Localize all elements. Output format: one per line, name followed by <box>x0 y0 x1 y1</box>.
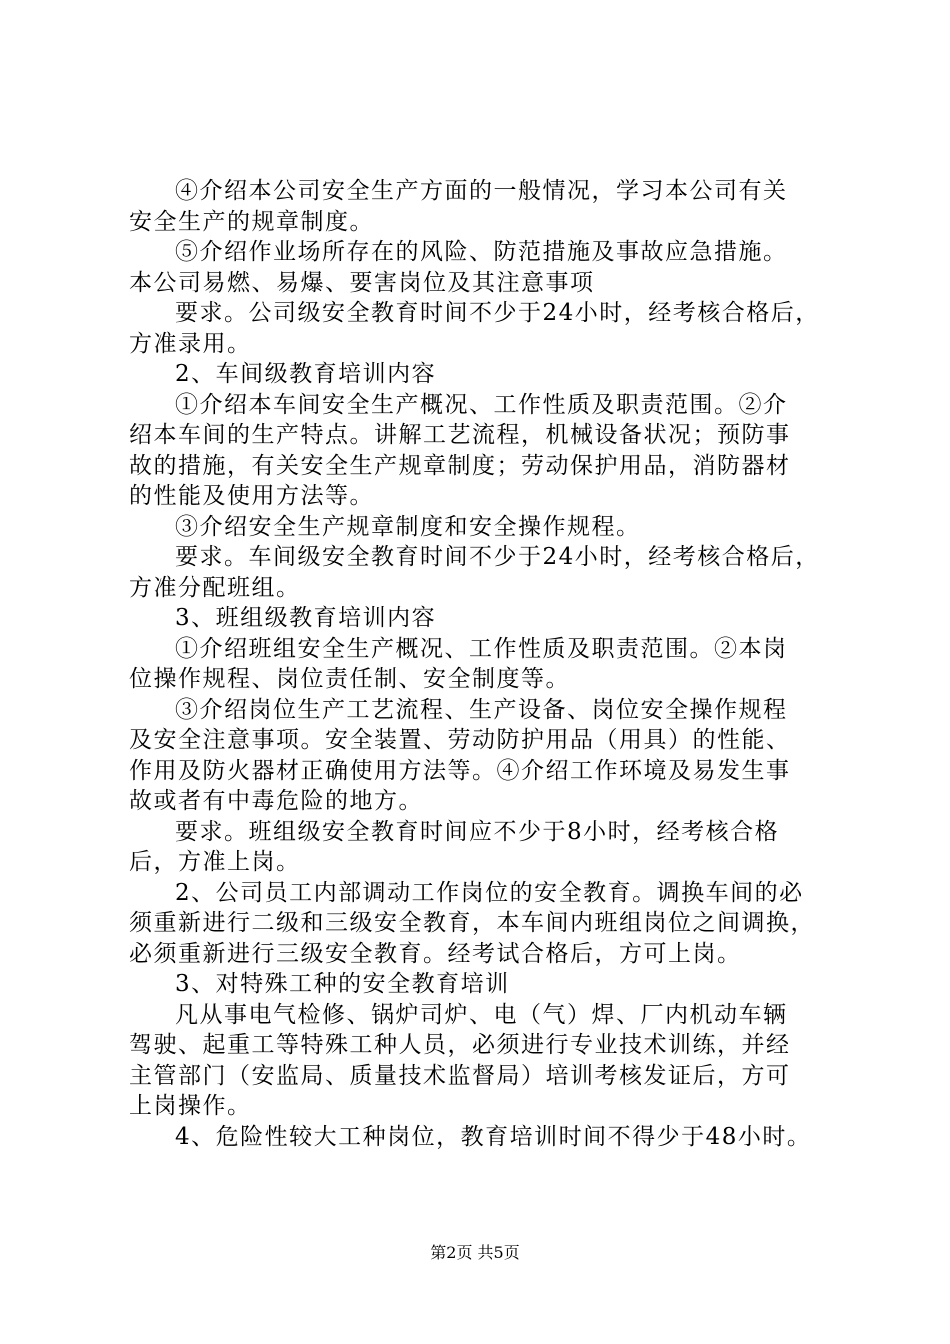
text-line: 方准分配班组。 <box>129 574 301 601</box>
text-line: ③介绍安全生产规章制度和安全操作规程。 <box>175 513 641 540</box>
text-line: 要求。公司级安全教育时间不少于24小时，经考核合格后， <box>175 300 820 326</box>
text-line: 3、对特殊工种的安全教育培训 <box>175 971 510 997</box>
text-line: 要求。班组级安全教育时间应不少于8小时，经考核合格 <box>175 818 780 845</box>
text-line: 安全生产的规章制度。 <box>129 208 374 235</box>
text-line: 须重新进行二级和三级安全教育，本车间内班组岗位之间调换， <box>129 910 815 936</box>
text-line: 要求。车间级安全教育时间不少于24小时，经考核合格后， <box>175 544 820 570</box>
text-line: 绍本车间的生产特点。讲解工艺流程，机械设备状况；预防事 <box>129 422 791 448</box>
text-line: 的性能及使用方法等。 <box>129 483 374 509</box>
text-line: ③介绍岗位生产工艺流程、生产设备、岗位安全操作规程 <box>175 696 788 723</box>
text-line: 作用及防火器材正确使用方法等。④介绍工作环境及易发生事 <box>129 757 791 784</box>
text-line: 方准录用。 <box>129 330 252 357</box>
text-line: 驾驶、起重工等特殊工种人员，必须进行专业技术训练，并经 <box>129 1032 791 1058</box>
text-line: ①介绍班组安全生产概况、工作性质及职责范围。②本岗 <box>175 635 788 662</box>
text-line: 必须重新进行三级安全教育。经考试合格后，方可上岗。 <box>129 940 742 967</box>
text-line: 3、班组级教育培训内容 <box>175 605 437 631</box>
text-line: ⑤介绍作业场所存在的风险、防范措施及事故应急措施。 <box>175 239 788 265</box>
text-line: 主管部门（安监局、质量技术监督局）培训考核发证后，方可 <box>129 1062 791 1089</box>
text-line: 2、公司员工内部调动工作岗位的安全教育。调换车间的必 <box>175 879 804 906</box>
text-line: 本公司易燃、易爆、要害岗位及其注意事项 <box>129 269 595 296</box>
text-line: ①介绍本车间安全生产概况、工作性质及职责范围。②介 <box>175 391 788 418</box>
page-footer: 第2页 共5页 <box>430 1243 520 1262</box>
text-line: 后，方准上岗。 <box>129 849 301 875</box>
text-line: 故或者有中毒危险的地方。 <box>129 788 423 814</box>
text-line: 2、车间级教育培训内容 <box>175 361 437 387</box>
text-line: 上岗操作。 <box>129 1093 252 1119</box>
text-line: 凡从事电气检修、锅炉司炉、电（气）焊、厂内机动车辆 <box>175 1001 788 1028</box>
text-line: 故的措施，有关安全生产规章制度；劳动保护用品，消防器材 <box>129 452 791 479</box>
text-line: 及安全注意事项。安全装置、劳动防护用品（用具）的性能、 <box>129 727 791 753</box>
text-line: 位操作规程、岗位责任制、安全制度等。 <box>129 666 570 692</box>
text-line: 4、危险性较大工种岗位，教育培训时间不得少于48小时。 <box>175 1123 812 1150</box>
text-line: ④介绍本公司安全生产方面的一般情况，学习本公司有关 <box>175 178 788 204</box>
document-body <box>129 176 841 1152</box>
